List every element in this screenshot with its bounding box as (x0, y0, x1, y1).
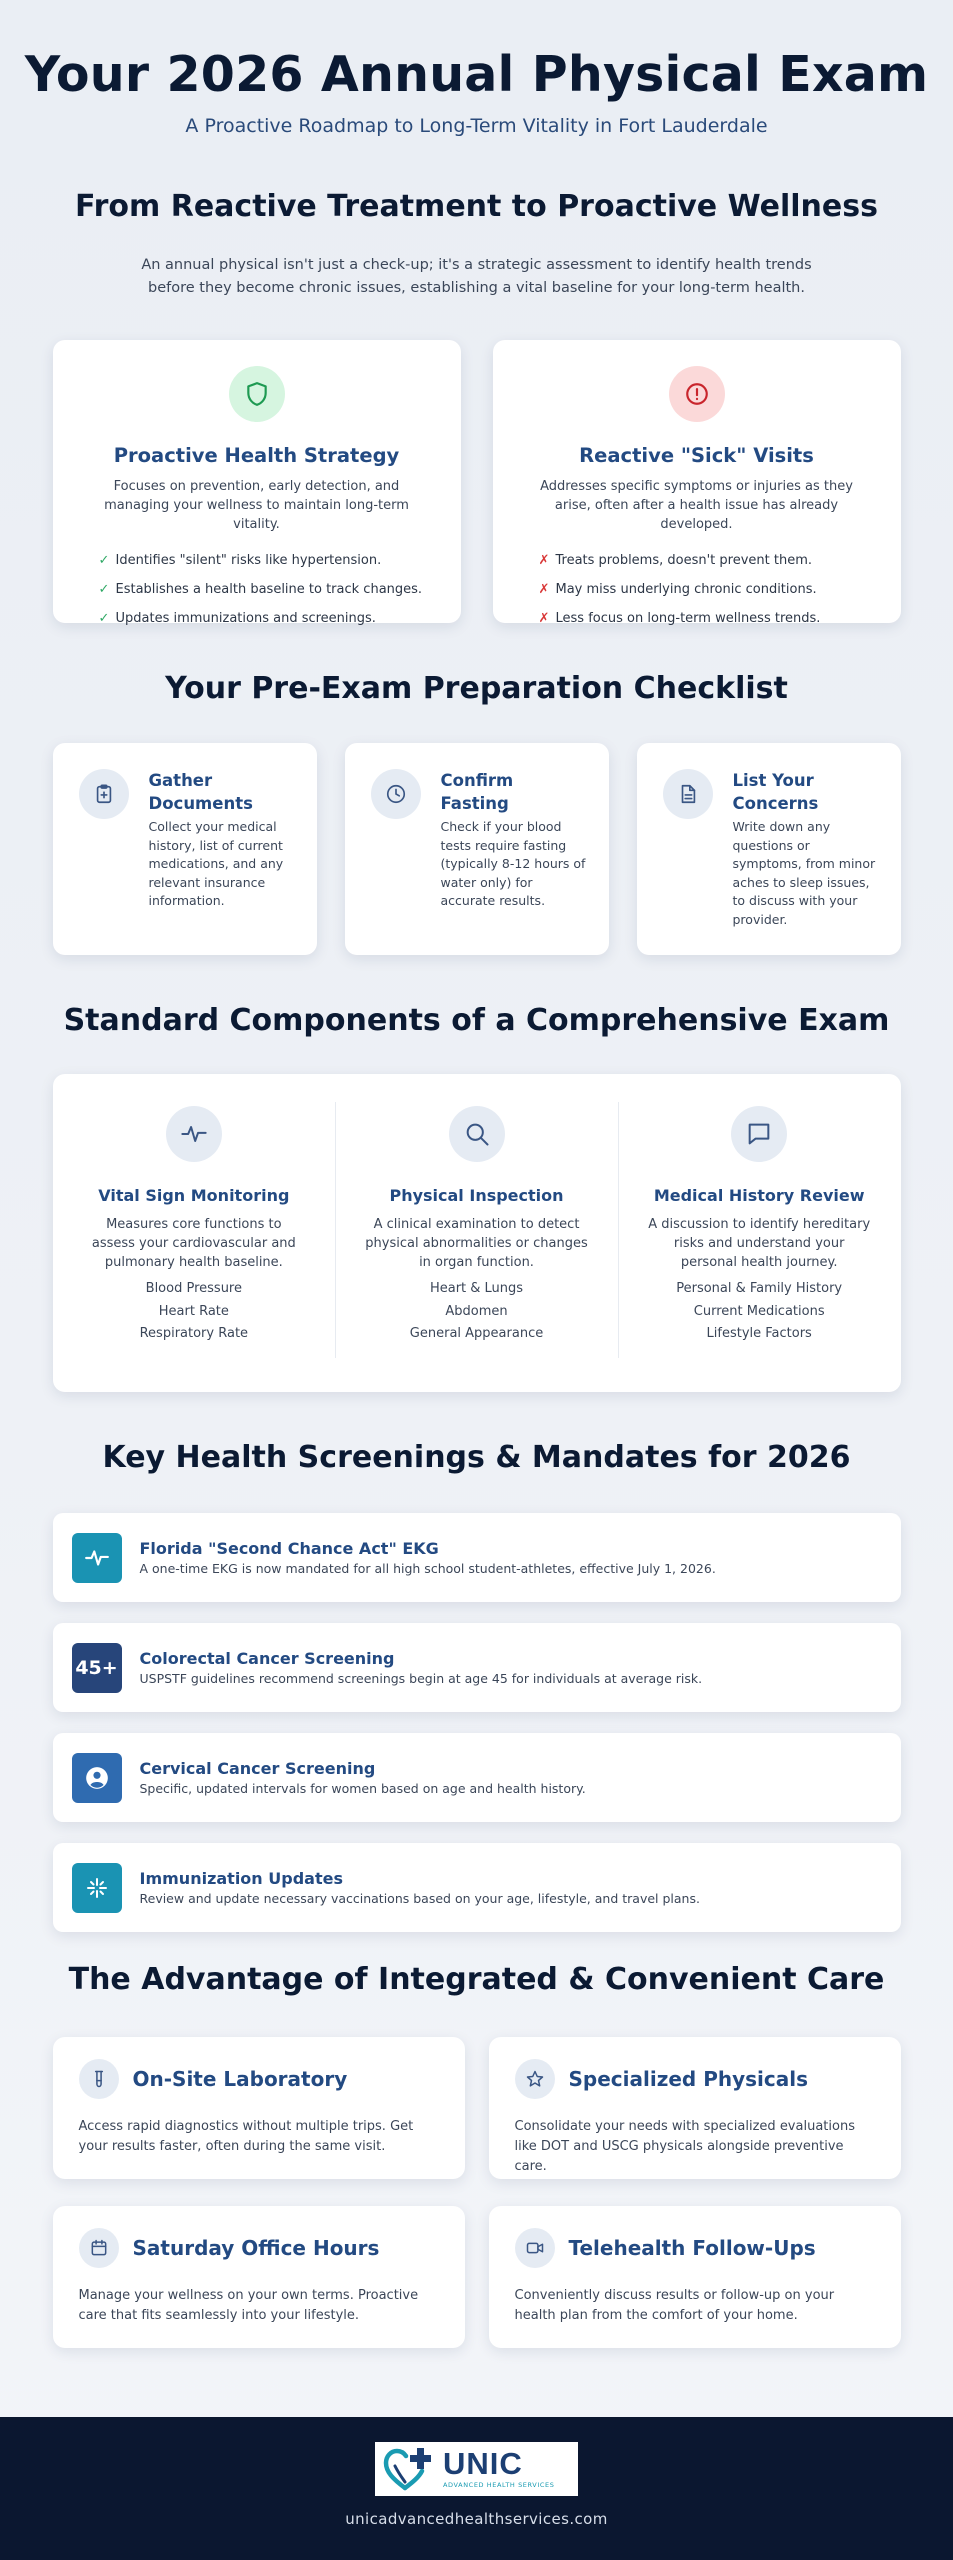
drawback-list (521, 546, 873, 633)
star-icon (515, 2059, 555, 2099)
screening-title: Cervical Cancer Screening (139, 1759, 376, 1778)
section-title-components: Standard Components of a Comprehensive Exam (63, 1003, 890, 1038)
component-title: Vital Sign Monitoring (98, 1186, 290, 1205)
advantage-title: Specialized Physicals (568, 2067, 808, 2091)
card-title: Proactive Health Strategy (113, 444, 400, 467)
component-title: Medical History Review (653, 1186, 865, 1205)
card-description: Focuses on prevention, early detection, and managing your wellness to maintain long-term vitality. (104, 479, 409, 532)
reactive-card (493, 340, 901, 626)
screening-description: USPSTF guidelines recommend screenings begin at age 45 for individuals at average risk. (139, 1671, 703, 1686)
check-icon: ✓ (98, 582, 110, 597)
checklist-description: Write down any questions or symptoms, from minor aches to sleep issues, to discuss with your provider. (732, 819, 876, 927)
list-item: ✓ Identifies "silent" risks like hypertension. (99, 546, 433, 575)
age-badge-icon: 45+ (72, 1643, 122, 1693)
cross-icon: ✗ (538, 582, 550, 597)
list-item: ✓ Updates immunizations and screenings. (99, 604, 433, 633)
check-icon: ✓ (98, 611, 110, 626)
checklist-description: Check if your blood tests require fasting (typically 8-12 hours of water only) for accurate results. (440, 819, 586, 908)
screening-description: A one-time EKG is now mandated for all high school student-athletes, effective July 1, 2026. (139, 1561, 716, 1576)
cross-icon: ✗ (538, 611, 550, 626)
component-description: A clinical examination to detect physical abnormalities or changes in organ function. (365, 1217, 588, 1270)
checklist-title: Confirm Fasting (440, 771, 514, 813)
checklist-card-documents (53, 743, 317, 955)
test-tube-icon (79, 2059, 119, 2099)
component-title: Physical Inspection (389, 1186, 564, 1205)
list-item: Lifestyle Factors (706, 1326, 812, 1341)
clipboard-icon (79, 769, 129, 819)
screenings-list (53, 1513, 901, 1932)
screening-title: Florida "Second Chance Act" EKG (139, 1539, 439, 1558)
checklist-title: Gather Documents (148, 771, 253, 813)
pulse-icon (166, 1106, 222, 1162)
component-items (648, 1278, 871, 1346)
checklist-description: Collect your medical history, list of current medications, and any relevant insurance information. (148, 819, 284, 908)
proactive-card (53, 340, 461, 626)
footer (0, 2417, 953, 2560)
advantage-title: Telehealth Follow-Ups (568, 2236, 816, 2260)
benefit-list (81, 546, 433, 633)
heart-cross-icon (383, 2446, 439, 2492)
component-items (83, 1278, 306, 1346)
screening-ekg (53, 1513, 901, 1602)
shield-icon (229, 366, 285, 422)
cross-icon: ✗ (538, 553, 550, 568)
screening-description: Review and update necessary vaccinations based on your age, lifestyle, and travel plans. (139, 1891, 700, 1906)
checklist-card-fasting (345, 743, 609, 955)
page-subtitle: A Proactive Roadmap to Long-Term Vitality in Fort Lauderdale (185, 115, 768, 137)
section-title-advantages: The Advantage of Integrated & Convenient Care (68, 1962, 885, 1997)
screening-title: Colorectal Cancer Screening (139, 1649, 395, 1668)
section-title-checklist: Your Pre-Exam Preparation Checklist (165, 671, 788, 706)
component-items (365, 1278, 588, 1346)
component-description: Measures core functions to assess your cardiovascular and pulmonary health baseline. (91, 1217, 296, 1270)
logo-tagline: ADVANCED HEALTH SERVICES (443, 2481, 555, 2489)
list-item: Current Medications (693, 1303, 825, 1319)
sparkle-icon (72, 1863, 122, 1913)
advantages-grid (53, 2037, 901, 2348)
advantage-physicals (489, 2037, 901, 2179)
section-title-wellness: From Reactive Treatment to Proactive Wellness (75, 189, 878, 224)
card-title: Reactive "Sick" Visits (579, 444, 814, 467)
logo-name: UNIC (443, 2446, 523, 2481)
magnifier-icon (449, 1106, 505, 1162)
advantage-description: Conveniently discuss results or follow-up on your health plan from the comfort of your home. (514, 2288, 835, 2323)
advantage-description: Manage your wellness on your own terms. Proactive care that fits seamlessly into your lifestyle. (78, 2288, 419, 2323)
screening-title: Immunization Updates (139, 1869, 343, 1888)
screening-description: Specific, updated intervals for women based on age and health history. (139, 1781, 586, 1796)
list-item: ✗ Treats problems, doesn't prevent them. (539, 546, 873, 575)
person-icon (72, 1753, 122, 1803)
card-description: Addresses specific symptoms or injuries as they arise, often after a health issue has already developed. (540, 479, 853, 532)
clock-icon (371, 769, 421, 819)
website-link[interactable]: unicadvancedhealthservices.com (345, 2510, 608, 2528)
ekg-icon (72, 1533, 122, 1583)
section-intro: An annual physical isn't just a check-up; it's a strategic assessment to identify health trends before they become chronic issues, establishing a vital baseline for your long-term health. (141, 257, 812, 296)
list-item: Heart & Lungs (429, 1281, 524, 1296)
component-description: A discussion to identify hereditary risks and understand your personal health journey. (648, 1217, 871, 1270)
list-item: ✓ Establishes a health baseline to track changes. (99, 575, 433, 604)
calendar-icon (79, 2228, 119, 2268)
list-item: Heart Rate (158, 1303, 229, 1319)
list-item: Respiratory Rate (139, 1326, 249, 1341)
list-item: Abdomen (445, 1303, 508, 1319)
advantage-telehealth (489, 2206, 901, 2348)
checklist-title: List Your Concerns (732, 771, 819, 813)
list-item: ✗ Less focus on long-term wellness trends. (539, 604, 873, 633)
advantage-title: On-Site Laboratory (132, 2067, 348, 2091)
chat-icon (731, 1106, 787, 1162)
list-item: Personal & Family History (676, 1281, 843, 1296)
screening-cervical (53, 1733, 901, 1822)
unic-logo[interactable] (375, 2442, 578, 2496)
advantage-description: Consolidate your needs with specialized evaluations like DOT and USCG physicals alongside preventive care. (514, 2119, 855, 2174)
advantage-saturday (53, 2206, 465, 2348)
component-inspection (335, 1106, 618, 1392)
screening-colorectal (53, 1623, 901, 1712)
alert-icon (669, 366, 725, 422)
check-icon: ✓ (98, 553, 110, 568)
list-item: Blood Pressure (145, 1281, 242, 1296)
section-title-screenings: Key Health Screenings & Mandates for 2026 (102, 1440, 851, 1475)
component-history (618, 1106, 901, 1392)
component-vitals (53, 1106, 336, 1392)
screening-immunization (53, 1843, 901, 1932)
list-item: General Appearance (409, 1326, 544, 1341)
list-item: ✗ May miss underlying chronic conditions. (539, 575, 873, 604)
advantage-description: Access rapid diagnostics without multiple trips. Get your results faster, often during the same visit. (78, 2119, 414, 2154)
advantage-lab (53, 2037, 465, 2179)
components-card (53, 1074, 901, 1392)
comparison-row (53, 340, 901, 626)
page-title: Your 2026 Annual Physical Exam (24, 46, 929, 103)
checklist-card-concerns (637, 743, 901, 955)
document-icon (663, 769, 713, 819)
advantage-title: Saturday Office Hours (132, 2236, 380, 2260)
video-icon (515, 2228, 555, 2268)
checklist-row (53, 743, 901, 955)
